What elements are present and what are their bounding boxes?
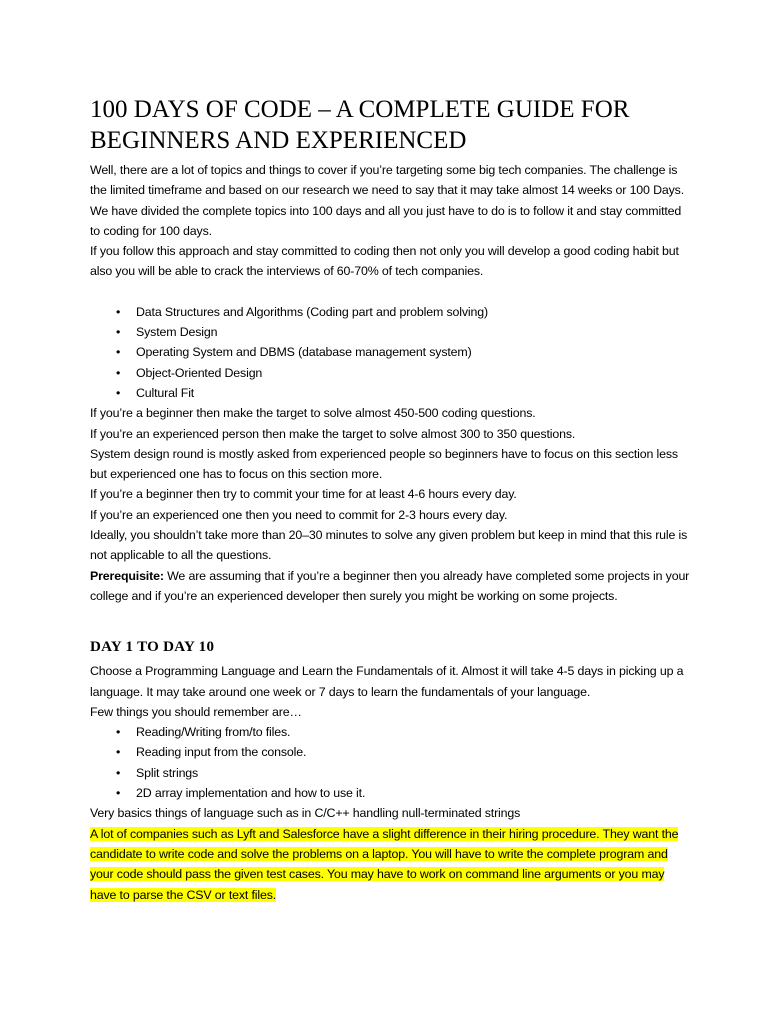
- approach-paragraph: If you follow this approach and stay committed to coding then not only you will develop a good coding habit but also you will be able to crack the interviews of 60-70% of tech companies.: [90, 244, 679, 279]
- list-item-text: Operating System and DBMS (database management system): [136, 345, 472, 360]
- bullet-icon: •: [116, 345, 121, 360]
- bullet-icon: •: [116, 365, 121, 380]
- bullet-icon: •: [116, 725, 121, 740]
- bullet-icon: •: [116, 786, 121, 801]
- ideal-time-line: Ideally, you shouldn’t take more than 20–30 minutes to solve any given problem but keep in mind that this rule is not applicable to all the questions.: [90, 528, 688, 563]
- paragraph-spacer: [90, 282, 690, 302]
- list-item-text: Object-Oriented Design: [136, 365, 263, 380]
- list-item: [90, 302, 690, 322]
- prerequisite-paragraph: [90, 566, 690, 607]
- list-item-text: System Design: [136, 325, 218, 340]
- list-item: [90, 783, 690, 803]
- list-item: [90, 342, 690, 362]
- list-item: [90, 322, 690, 342]
- bullet-icon: •: [116, 325, 121, 340]
- system-design-line: System design round is mostly asked from experienced people so beginners have to focus on this section less but experienced one has to focus on this section more.: [90, 446, 678, 482]
- bullet-icon: •: [116, 304, 121, 319]
- intro-paragraph: Well, there are a lot of topics and things to cover if you’re targeting some big tech companies. The challenge is the limited timeframe and based on our research we need to say that it may take almost 14 weeks or 100 Days. We have divided the complete topics into 100 days and all you just have to do is to follow it and stay committed to coding for 100 days.: [90, 163, 685, 238]
- list-item-text: Reading/Writing from/to files.: [136, 725, 291, 740]
- prerequisite-text: We are assuming that if you’re a beginner then you already have completed some projects in your college and if you’re an experienced developer then surely you might be working on some projects.: [90, 568, 690, 603]
- document-title: [90, 94, 690, 156]
- beginner-time-line: If you’re a beginner then try to commit your time for at least 4-6 hours every day.: [90, 487, 517, 502]
- highlighted-text: A lot of companies such as Lyft and Salesforce have a slight difference in their hiring procedure. They want the candidate to write code and solve the problems on a laptop. You will have to write the complete program and your code should pass the given test cases. You may have to work on command line arguments or you may have to parse the CSV or text files.: [90, 826, 679, 902]
- remember-list: [90, 722, 690, 803]
- section-spacer: [90, 606, 690, 626]
- list-item-text: Split strings: [136, 765, 199, 780]
- experienced-target-line: If you’re an experienced person then make the target to solve almost 300 to 350 questions.: [90, 426, 576, 441]
- topics-list: [90, 302, 690, 403]
- section-intro-paragraph: Choose a Programming Language and Learn the Fundamentals of it. Almost it will take 4-5 days in picking up a language. It may take around one week or 7 days to learn the fundamentals of your language.: [90, 664, 684, 699]
- list-item: [90, 383, 690, 403]
- bullet-icon: •: [116, 765, 121, 780]
- document-title-line-1: 100 DAYS OF CODE – A COMPLETE GUIDE FOR: [90, 96, 630, 123]
- basics-line: Very basics things of language such as in C/C++ handling null-terminated strings: [90, 806, 521, 821]
- list-item-text: Reading input from the console.: [136, 745, 307, 760]
- list-item: [90, 363, 690, 383]
- document-content: [90, 94, 690, 905]
- list-item: [90, 722, 690, 742]
- list-item: [90, 763, 690, 783]
- prerequisite-label: Prerequisite:: [90, 568, 164, 583]
- bullet-icon: •: [116, 745, 121, 760]
- list-item-text: Data Structures and Algorithms (Coding part and problem solving): [136, 304, 488, 319]
- remember-intro: Few things you should remember are…: [90, 704, 302, 719]
- highlighted-paragraph: [90, 824, 690, 905]
- list-item: [90, 742, 690, 762]
- bullet-icon: •: [116, 385, 121, 400]
- experienced-time-line: If you’re an experienced one then you need to commit for 2-3 hours every day.: [90, 507, 508, 522]
- list-item-text: 2D array implementation and how to use it.: [136, 786, 366, 801]
- list-item-text: Cultural Fit: [136, 385, 195, 400]
- beginner-target-line: If you’re a beginner then make the target to solve almost 450-500 coding questions.: [90, 406, 536, 421]
- section-heading: DAY 1 TO DAY 10: [90, 639, 215, 656]
- document-title-line-2: BEGINNERS AND EXPERIENCED: [90, 127, 467, 154]
